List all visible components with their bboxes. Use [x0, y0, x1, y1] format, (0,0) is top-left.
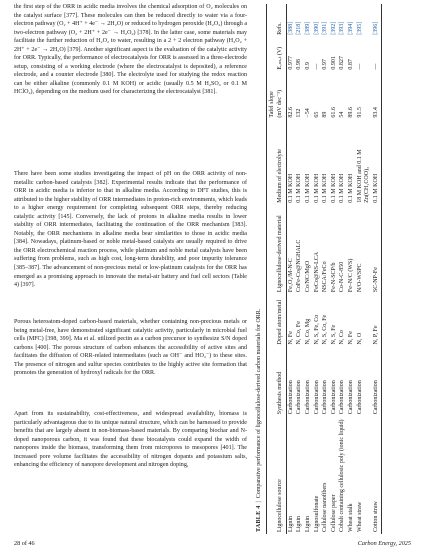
cell-ref-link[interactable]: [389]: [305, 21, 311, 35]
cell-catalyst: Fe–N/C (WS): [347, 258, 354, 293]
table-row: [296, 4, 305, 534]
cell-synthesis: Carbonization: [287, 380, 294, 415]
cell-synthesis: Carbonization: [356, 380, 363, 415]
cell-catalyst: CoFe-Co@NGHALC: [296, 239, 303, 293]
cell-eonset: 0.901: [330, 56, 337, 70]
header-eonset: Eₒₙₛₑₜ (V): [267, 37, 287, 72]
cell-electrolyte: 18 M KOH and 0.1 M Zn(CH₃COO)₂: [356, 149, 370, 203]
table-4-container: [252, 4, 422, 534]
cell-tafel: 91.5: [356, 107, 363, 118]
cell-synthesis: Carbonization: [305, 380, 311, 415]
cell-ref-link[interactable]: [388]: [287, 21, 294, 35]
cell-ref-link[interactable]: [395]: [356, 21, 363, 35]
orr-performance-table: [266, 4, 381, 534]
table-row: [339, 4, 348, 534]
cell-eonset: —: [372, 37, 381, 72]
cell-doped: N, P, Fe: [372, 294, 381, 346]
cell-precursor: Cotton straw: [372, 416, 381, 534]
page-number: 28 of 46: [14, 540, 35, 547]
cell-eonset: —: [356, 63, 363, 70]
table-body: [287, 4, 381, 534]
table-row: [330, 4, 339, 534]
table-caption-text: Comparative performance of lignocellulose-derived carbon materials for ORR.: [256, 308, 262, 499]
cell-synthesis: Carbonization: [330, 380, 337, 415]
cell-eonset: 0.827: [339, 56, 346, 70]
body-text-block-1: [14, 3, 247, 163]
cell-ref-link[interactable]: [391]: [322, 21, 329, 35]
cell-eonset: 0.87: [347, 59, 354, 70]
cell-doped: N, O: [356, 332, 363, 345]
cell-ref-link[interactable]: [390]: [313, 21, 320, 35]
cell-precursor: Wheat straw: [356, 501, 363, 532]
cell-electrolyte: 0.1 M KOH: [322, 173, 329, 203]
paragraph-orr-mechanism: the first step of the ORR in acidic media involves the chemical adsorption of O₂ molecules on the catalyst surface [377]. These molecules can then be reduced directly to water via a four-electron pathway (O₂ + 4H⁺ + 4e⁻ → 2H₂O) or reduced to hydrogen peroxide (H₂O₂) through a two-electron pathway (O₂ + 2H⁺ + 2e⁻ → H₂O₂) [378]. In the latter case, some materials may facilitate the further reduction of H₂O₂ to water, resulting in a 2 + 2 electron pathway (H₂O₂ + 2H⁺ + 2e⁻ → 2H₂O) [379]. Another significant aspect is the evaluation of the catalytic activity for ORR. Typically, the performance of electrocatalysts for ORR is assessed in a three-electrode setup, consisting of a working electrode (where the electrocatalyst is deposited), a reference electrode, and a counter electrode [380]. The electrolyte used for studying the redox reaction can be either alkaline (commonly 0.1 M KOH) or acidic (usually 0.5 M H₂SO₄ or 0.1 M HClO₄), depending on the medium used for characterizing the electrocatalyst [381].: [14, 4, 247, 96]
cell-synthesis: Carbonization: [296, 380, 303, 415]
cell-doped: N, Co: [339, 330, 346, 345]
cell-doped: N, S, Co, Fe: [322, 314, 329, 345]
cell-tafel: 54: [339, 111, 346, 118]
header-tafel-line-2: (mV dec⁻¹): [276, 89, 283, 118]
table-row: [347, 4, 356, 534]
table-row: [372, 4, 381, 534]
cell-synthesis: Carbonization: [347, 380, 354, 415]
cell-tafel: 89.6: [347, 107, 354, 118]
cell-tafel: 65: [313, 111, 320, 118]
table-caption: TABLE 4 | Comparative performance of lignocellulose-derived carbon materials for ORR.: [256, 308, 262, 532]
table-4-rotated: [252, 4, 422, 534]
cell-eonset: 0.9: [305, 62, 311, 70]
cell-ref-link[interactable]: [392]: [330, 21, 337, 35]
cell-tafel: −54: [305, 108, 311, 118]
cell-eonset: 0.97: [322, 59, 329, 70]
cell-doped: N, Co, Mg: [305, 318, 311, 345]
table-row: [322, 4, 331, 534]
cell-synthesis: Carbonization: [322, 380, 329, 415]
table-label: TABLE 4: [256, 505, 262, 532]
cell-catalyst: NSCA/FeCo: [322, 261, 329, 293]
paragraph-heteroatom-doped: Porous heteroatom-doped carbon-based materials, whether containing non-precious metals or being metal-free, have demonstrated significant catalytic activity, particularly in microbial fuel cells (MFC) [398, 399]. Ma et al. utilized pectin as a carbon precursor to synthesize S/N doped carbons [400]. The porous structure of carbon enhances the accessibility of active sites and facilitates the diffusion of ORR-related intermediates (such as OH⁻ and HO₂⁻) to these sites. The presence of nitrogen and sulfur species contributes to the highly active site formation that promotes the generation of hydroxyl radicals for the ORR.: [14, 319, 247, 377]
cell-eonset: 0.98: [296, 59, 303, 70]
journal-name: Carbon Energy, 2025: [357, 540, 411, 547]
cell-precursor: Cobalt containing cellulosic poly (ionic liquid): [339, 419, 346, 532]
cell-electrolyte: 0.1 M KOH: [313, 173, 320, 203]
cell-catalyst: Fe₃O₄/M-N-C: [287, 258, 294, 293]
cell-precursor: Lignin: [296, 516, 303, 532]
cell-precursor: Lignin: [287, 516, 294, 532]
paragraph-ph-impact: There have been some studies investigating the impact of pH on the ORR activity of non-metallic carbon-based catalysts [382]. Experimental results indicate that the performance of ORR in acidic media is inferior to that in alkaline media. According to DFT studies, this is attributed to the higher stability of ORR intermediates in proton-rich environments, which leads to a higher energy requirement for completing subsequent ORR steps, thereby reducing catalytic activity [145]. Conversely, the lack of protons in alkaline media results in lower stability of ORR intermediates, facilitating the continuation of the ORR mechanism [383]. Notably, the ORR mechanisms in alkaline media bear similarities to those in acidic media [384]. Nowadays, platinum-based or noble metal-based catalysts are usually required to drive the ORR electrochemical reaction process, while platinum and noble metal catalysts have been suffering from problems, such as high cost, long-term durability, and poor impurity tolerance [385–387]. The advancement of non-precious metal or low-platinum catalysts for the ORR has emerged as a promising approach to innovate the metal-air battery and fuel cell sectors (Table 4) [397].: [14, 171, 247, 289]
header-doped: Doped atom/metal: [267, 294, 287, 346]
header-electrolyte: Medium of electrolyte: [267, 120, 287, 205]
cell-electrolyte: 0.1 M KOH: [372, 120, 381, 205]
header-tafel-line-1: Tafel slope: [269, 91, 276, 118]
cell-doped: N, Fe: [347, 331, 354, 345]
cell-tafel: 93.4: [372, 72, 381, 120]
body-text-block-4: [14, 410, 247, 535]
table-row: [304, 4, 313, 534]
cell-synthesis: Carbonization: [339, 380, 346, 415]
cell-catalyst: FeCo@NS-LCA: [313, 251, 320, 293]
header-catalyst: Lignocellulose-derived material: [267, 205, 287, 294]
cell-electrolyte: 0.1 M KOH: [339, 173, 346, 203]
cell-electrolyte: 0.1 M KOH: [347, 173, 354, 203]
cell-tafel: 89: [322, 111, 329, 118]
cell-eonset: —: [313, 63, 320, 70]
cell-catalyst: Co-N-C-850: [339, 261, 346, 293]
cell-ref-link[interactable]: [218]: [296, 21, 303, 35]
header-precursor: Lignocellulose source: [267, 416, 287, 534]
table-row: [356, 4, 372, 534]
table-header-row: [267, 4, 287, 534]
cell-electrolyte: 0.1 M KOH: [296, 173, 303, 203]
cell-precursor: Lignosulfonate: [313, 495, 320, 532]
cell-precursor: Cellulose paper: [330, 494, 337, 532]
body-text-block-3: [14, 318, 247, 398]
cell-doped: N, Fe: [287, 331, 294, 345]
cell-precursor: Wheat stalk: [347, 503, 354, 532]
cell-synthesis: Carbonization: [372, 346, 381, 416]
cell-doped: N, S, Fe, Co: [313, 314, 320, 345]
body-text-block-2: [14, 170, 247, 308]
cell-precursor: Lignin: [305, 516, 311, 532]
cell-synthesis: Carbonization: [313, 380, 320, 415]
paragraph-biomass-advantages: Apart from its sustainability, cost-effectiveness, and widespread availability, biomass is particularly advantageous due to its unique natural structure, which can be harnessed to provide benefits that are largely absent in non-biomass-based materials. By comparing biochar and N-doped nanoporous carbon, it was found that these biocatalysts could expand the width of nanopores inside the biomass, transforming them from micropores to mesopores [401]. The increased pore volume facilitates the accessibility of nitrogen dopants and potassium salts, enhancing the efficiency of nanopore development and nitrogen doping,: [14, 411, 247, 469]
table-row: [313, 4, 322, 534]
cell-catalyst: N/O-WSPC: [356, 263, 363, 293]
cell-electrolyte: 0.1 M KOH: [330, 173, 337, 203]
cell-tafel: 61.6: [330, 107, 337, 118]
cell-catalyst: Co/NC/MgO: [305, 260, 311, 293]
cell-catalyst: Fe-N-SCP/b: [330, 262, 337, 293]
cell-tafel: 82.6: [287, 107, 294, 118]
cell-ref-link[interactable]: [396]: [372, 4, 381, 37]
cell-electrolyte: 0.1 M KOH: [305, 173, 311, 203]
table-row: [287, 4, 296, 534]
cell-tafel: 132: [296, 108, 303, 118]
header-synthesis: Synthesis method: [267, 346, 287, 416]
cell-precursor: Cellulose nanofibers: [322, 482, 329, 532]
header-refs: Refs.: [267, 4, 287, 37]
header-tafel: [267, 72, 287, 120]
cell-ref-link[interactable]: [393]: [339, 21, 346, 35]
cell-catalyst: SC-NP-Fe: [372, 205, 381, 294]
cell-doped: N, Co, Fe: [296, 321, 303, 345]
cell-doped: N, S, Fe: [330, 324, 337, 345]
cell-electrolyte: 0.1 M KOH: [287, 173, 294, 203]
table-header: [267, 4, 287, 534]
cell-ref-link[interactable]: [394]: [347, 21, 354, 35]
cell-eonset: 0.977: [287, 56, 294, 70]
